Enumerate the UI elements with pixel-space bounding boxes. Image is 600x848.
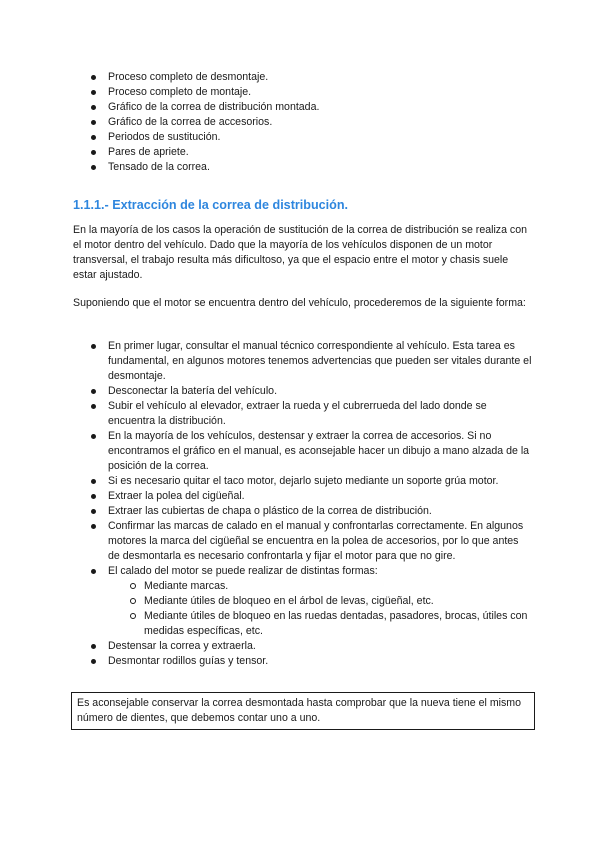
note-box: Es aconsejable conservar la correa desmontada hasta comprobar que la nueva tiene el mismo número de dientes, que debemos contar uno a uno.: [71, 692, 535, 730]
steps-list: [73, 339, 533, 669]
list-item: En la mayoría de los vehículos, destensar y extraer la correa de accesorios. Si no encontramos el gráfico en el manual, es aconsejable hacer un dibujo a mano alzada de la posición de la correa.: [73, 429, 533, 474]
list-item: En primer lugar, consultar el manual técnico correspondiente al vehículo. Esta tarea es fundamental, en algunos motores tenemos advertencias que pueden ser vitales durante el desmontaje.: [73, 339, 533, 384]
list-item-calado: [73, 564, 533, 639]
list-item: Destensar la correa y extraerla.: [73, 639, 533, 654]
sub-list-item: Mediante marcas.: [73, 579, 533, 594]
intro-list: [73, 70, 533, 175]
list-item: Gráfico de la correa de accesorios.: [73, 115, 533, 130]
sub-list-item: Mediante útiles de bloqueo en el árbol de levas, cigüeñal, etc.: [73, 594, 533, 609]
sub-list-item: Mediante útiles de bloqueo en las ruedas dentadas, pasadores, brocas, útiles con medidas específicas, etc.: [73, 609, 533, 639]
list-item: Periodos de sustitución.: [73, 130, 533, 145]
list-item: Gráfico de la correa de distribución montada.: [73, 100, 533, 115]
section-heading: 1.1.1.- Extracción de la correa de distribución.: [73, 198, 349, 212]
list-item-text: El calado del motor se puede realizar de distintas formas:: [108, 565, 378, 577]
list-item: Confirmar las marcas de calado en el manual y confrontarlas correctamente. En algunos motores la marca del cigüeñal se encuentra en la polea de accesorios, por lo que antes de desmontarla es necesario confrontarla y fijar el motor para que no gire.: [73, 519, 533, 564]
list-item: Proceso completo de desmontaje.: [73, 70, 533, 85]
list-item: Desconectar la batería del vehículo.: [73, 384, 533, 399]
intro-paragraph: En la mayoría de los casos la operación de sustitución de la correa de distribución se realiza con el motor dentro del vehículo. Dado que la mayoría de los vehículos disponen de un motor transversal, el trabajo resulta más dificultoso, ya que el espacio entre el motor y chasis suele estar ajustado.: [73, 224, 528, 281]
list-item: Si es necesario quitar el taco motor, dejarlo sujeto mediante un soporte grúa motor.: [73, 474, 533, 489]
list-item: Subir el vehículo al elevador, extraer la rueda y el cubrerrueda del lado donde se encuentra la distribución.: [73, 399, 533, 429]
list-item: Proceso completo de montaje.: [73, 85, 533, 100]
list-item: Pares de apriete.: [73, 145, 533, 160]
list-item: Extraer las cubiertas de chapa o plástico de la correa de distribución.: [73, 504, 533, 519]
list-item: Tensado de la correa.: [73, 160, 533, 175]
list-item: Desmontar rodillos guías y tensor.: [73, 654, 533, 669]
list-item: Extraer la polea del cigüeñal.: [73, 489, 533, 504]
procedure-paragraph: Suponiendo que el motor se encuentra dentro del vehículo, procederemos de la siguiente forma:: [73, 297, 526, 309]
calado-methods-list: [108, 579, 533, 639]
